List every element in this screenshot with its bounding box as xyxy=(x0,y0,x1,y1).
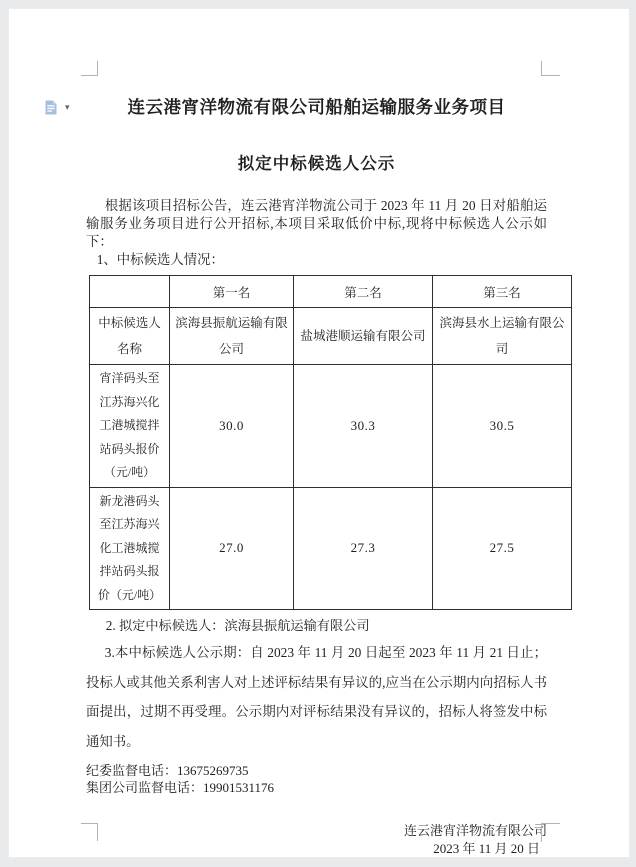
list-item-2: 2. 拟定中标候选人：滨海县振航运输有限公司 xyxy=(105,618,370,633)
list-item-3: 3.本中标候选人公示期：自 2023 年 11 月 20 日起至 2023 年 11 月 21 日止；投标人或其他关系利害人对上述评标结果有异议的,应当在公示期内向招标人书面提出，过期不再受理。公示期内对评标结果没有异议的，招标人将签发中标通知书。 xyxy=(86,645,547,749)
paste-dropdown-arrow-icon[interactable]: ▾ xyxy=(65,101,70,112)
route-2-price-3-cell: 27.5 xyxy=(433,487,572,610)
document-title: 连云港宵洋物流有限公司船舶运输服务业务项目 xyxy=(127,97,506,117)
candidate-1-name-cell: 滨海县振航运输有限公司 xyxy=(170,308,294,365)
document-page xyxy=(8,8,630,858)
margin-crop-mark-top-right xyxy=(541,61,560,76)
table-row-route-2-price xyxy=(90,487,572,610)
margin-crop-mark-top-left xyxy=(81,61,98,76)
candidate-2-name-cell: 盐城港顺运输有限公司 xyxy=(294,308,433,365)
route-1-price-2-cell: 30.3 xyxy=(294,365,433,488)
list-item-1: 1、中标候选人情况： xyxy=(96,252,224,267)
document-subtitle: 拟定中标候选人公示 xyxy=(237,154,396,173)
header-cell-first: 第一名 xyxy=(170,276,294,308)
route-2-price-2-cell: 27.3 xyxy=(294,487,433,610)
supervision-phones xyxy=(86,762,547,796)
signature-block xyxy=(86,822,547,857)
signature-date: 2023 年 11 月 20 日 xyxy=(433,841,540,856)
table-header-row xyxy=(90,276,572,308)
route-1-label-cell: 宵洋码头至江苏海兴化工港城搅拌站码头报价（元/吨） xyxy=(90,365,170,488)
route-2-price-1-cell: 27.0 xyxy=(170,487,294,610)
table-row-candidate-names xyxy=(90,308,572,365)
route-1-price-1-cell: 30.0 xyxy=(170,365,294,488)
margin-crop-mark-bottom-right xyxy=(541,823,560,842)
margin-crop-mark-bottom-left xyxy=(81,823,98,841)
document-content xyxy=(9,9,629,857)
route-1-price-3-cell: 30.5 xyxy=(433,365,572,488)
header-cell-empty xyxy=(90,276,170,308)
signature-company: 连云港宵洋物流有限公司 xyxy=(403,823,547,838)
group-phone-line: 集团公司监督电话：19901531176 xyxy=(86,780,275,795)
row-label-cell: 中标候选人名称 xyxy=(90,308,170,365)
discipline-phone-line: 纪委监督电话：13675269735 xyxy=(86,763,249,778)
route-2-label-cell: 新龙港码头至江苏海兴化工港城搅拌站码头报价（元/吨） xyxy=(90,487,170,610)
header-cell-third: 第三名 xyxy=(433,276,572,308)
intro-paragraph: 根据该项目招标公告，连云港宵洋物流公司于 2023 年 11 月 20 日对船舶运输服务业务项目进行公开招标,本项目采取低价中标,现将中标候选人公示如下： xyxy=(86,198,547,249)
table-row-route-1-price xyxy=(90,365,572,488)
paste-options-button[interactable] xyxy=(43,97,85,117)
bid-candidates-table xyxy=(89,275,572,610)
header-cell-second: 第二名 xyxy=(294,276,433,308)
candidate-3-name-cell: 滨海县水上运输有限公司 xyxy=(433,308,572,365)
paste-clipboard-icon xyxy=(43,99,59,116)
